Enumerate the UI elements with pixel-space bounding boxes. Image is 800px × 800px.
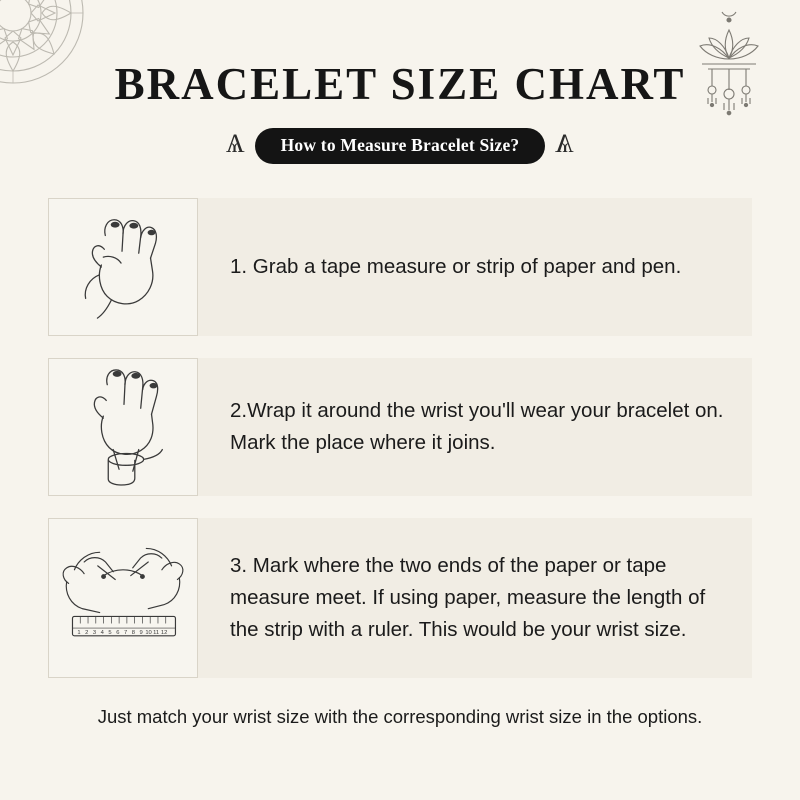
page-title: BRACELET SIZE CHART [114, 59, 686, 109]
svg-text:12: 12 [160, 629, 168, 636]
step-item [48, 198, 752, 336]
steps-list [0, 198, 800, 678]
svg-text:7: 7 [123, 629, 128, 636]
svg-text:6: 6 [116, 629, 120, 636]
hands-ruler-icon [55, 521, 191, 676]
svg-text:4: 4 [100, 629, 104, 636]
flourish-right-icon: Ѧ [555, 129, 575, 158]
step-1-text: 1. Grab a tape measure or strip of paper and pen. [230, 255, 682, 279]
flourish-left-icon: Ѧ [225, 129, 245, 158]
hand-wrist-tape-icon [64, 360, 182, 495]
subtitle-pill: How to Measure Bracelet Size? [255, 128, 546, 164]
svg-text:10: 10 [145, 629, 152, 636]
step-1-figure [48, 198, 198, 336]
subtitle-row [0, 128, 800, 164]
svg-text:9: 9 [139, 629, 143, 636]
step-3-figure [48, 518, 198, 678]
step-item [48, 518, 752, 678]
svg-text:1: 1 [77, 629, 81, 636]
svg-text:2: 2 [85, 629, 89, 636]
svg-text:3: 3 [92, 629, 97, 636]
step-3-text: 3. Mark where the two ends of the paper or tape measure meet. If using paper, measure the length of the strip with a ruler. This would be your wrist size. [230, 554, 706, 641]
svg-text:8: 8 [131, 629, 135, 636]
footer-note: Just match your wrist size with the corresponding wrist size in the options. [97, 706, 703, 727]
svg-text:5: 5 [108, 629, 112, 636]
hand-fist-icon [64, 203, 182, 332]
step-2-text: 2.Wrap it around the wrist you'll wear your bracelet on. Mark the place where it joins. [230, 399, 724, 454]
step-item [48, 358, 752, 496]
step-2-figure [48, 358, 198, 496]
svg-text:11: 11 [153, 629, 160, 636]
